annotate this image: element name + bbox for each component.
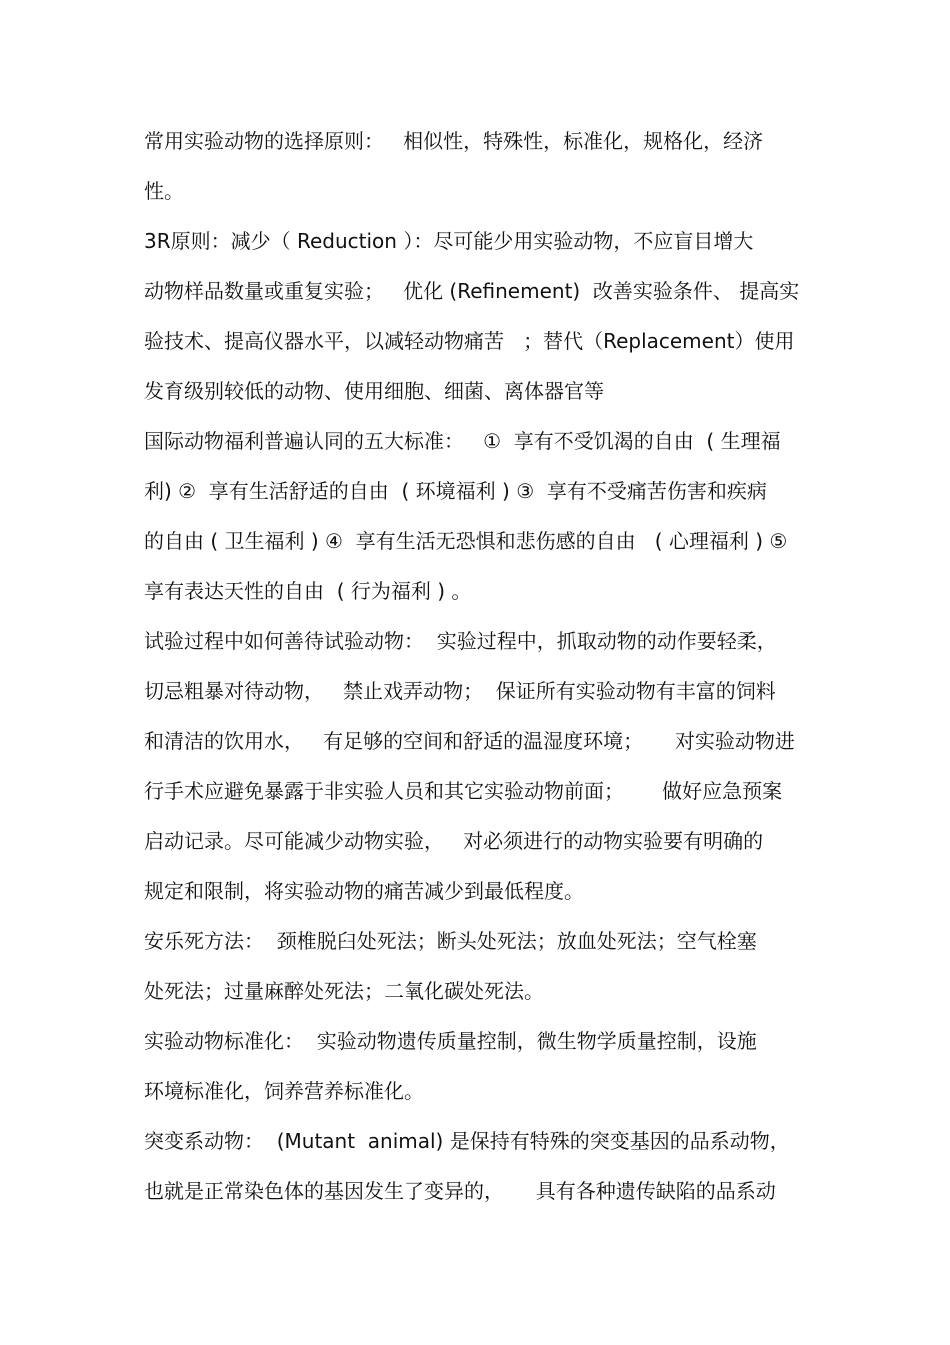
text-line: 发育级别较低的动物、使用细胞、细菌、离体器官等: [144, 379, 604, 403]
text-line: 安乐死方法： 颈椎脱臼处死法；断头处死法；放血处死法；空气栓塞: [144, 929, 757, 953]
text-line: 享有表达天性的自由 ( 行为福利 ) 。: [144, 579, 472, 603]
text-line: 行手术应避免暴露于非实验人员和其它实验动物前面； 做好应急预案: [144, 779, 783, 803]
text-line: 动物样品数量或重复实验； 优化 (Refinement) 改善实验条件、 提高实: [144, 279, 800, 303]
text-line: 利) ② 享有生活舒适的自由 ( 环境福利 ) ③ 享有不受痛苦伤害和疾病: [144, 479, 767, 503]
text-line: 启动记录。尽可能减少动物实验， 对必须进行的动物实验要有明确的: [144, 829, 764, 853]
text-line: 处死法；过量麻醉处死法；二氧化碳处死法。: [144, 979, 544, 1003]
text-line: 性。: [144, 179, 184, 203]
text-line: 国际动物福利普遍认同的五大标准： ① 享有不受饥渴的自由 ( 生理福: [144, 429, 781, 453]
text-line: 试验过程中如何善待试验动物： 实验过程中，抓取动物的动作要轻柔，: [144, 629, 777, 653]
text-line: 的自由 ( 卫生福利 ) ④ 享有生活无恐惧和悲伤感的自由 ( 心理福利 ) ⑤: [144, 529, 788, 553]
text-line: 规定和限制，将实验动物的痛苦减少到最低程度。: [144, 879, 584, 903]
text-line: 实验动物标准化： 实验动物遗传质量控制，微生物学质量控制，设施: [144, 1029, 757, 1053]
text-line: 和清洁的饮用水， 有足够的空间和舒适的温湿度环境； 对实验动物进: [144, 729, 795, 753]
text-line: 3R原则：减少（ Reduction ）：尽可能少用实验动物，不应盲目增大: [144, 229, 754, 253]
document-body: [144, 116, 816, 1216]
text-line: 也就是正常染色体的基因发生了变异的， 具有各种遗传缺陷的品系动: [144, 1179, 776, 1203]
text-line: 切忌粗暴对待动物， 禁止戏弄动物； 保证所有实验动物有丰富的饲料: [144, 679, 776, 703]
text-line: 环境标准化，饲养营养标准化。: [144, 1079, 424, 1103]
text-line: 常用实验动物的选择原则： 相似性，特殊性，标准化，规格化，经济: [144, 129, 764, 153]
text-line: 验技术、提高仪器水平，以减轻动物痛苦 ；替代（Replacement）使用: [144, 329, 795, 353]
text-line: 突变系动物： (Mutant animal) 是保持有特殊的突变基因的品系动物，: [144, 1129, 790, 1153]
